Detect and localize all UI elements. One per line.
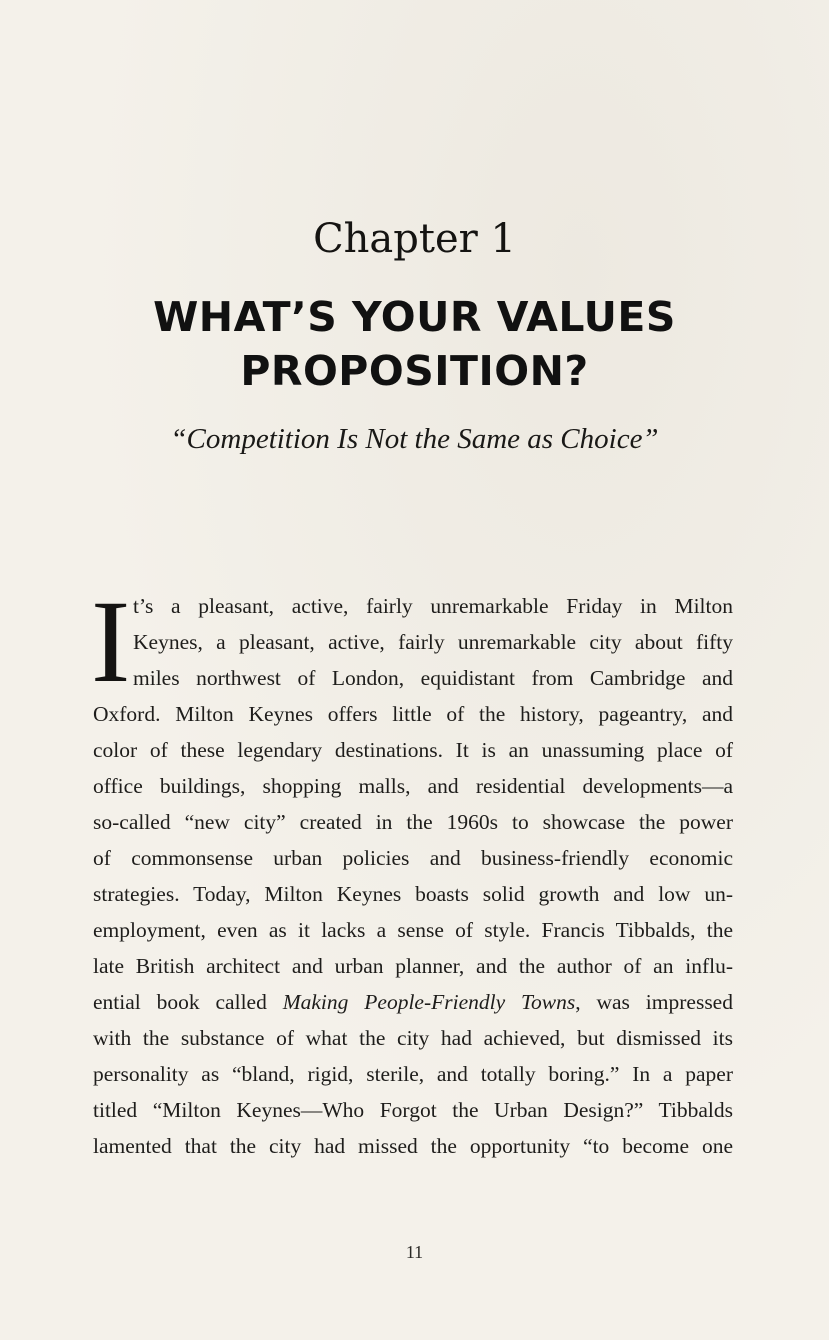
- page-number: 11: [405, 1242, 424, 1262]
- body-line: Oxford. Milton Keynes offers little of the history, pageantry, and: [93, 702, 733, 726]
- body-line: lamented that the city had missed the opportunity “to become one: [93, 1134, 733, 1158]
- body-line-with-book-title: [93, 984, 733, 1020]
- body-line: strategies. Today, Milton Keynes boasts solid growth and low un-: [93, 882, 733, 906]
- chapter-subtitle: “Competition Is Not the Same as Choice”: [170, 423, 659, 455]
- body-line: titled “Milton Keynes—Who Forgot the Urban Design?” Tibbalds: [93, 1098, 733, 1122]
- body-line: color of these legendary destinations. It is an unassuming place of: [93, 738, 733, 762]
- chapter-title: [0, 290, 829, 398]
- body-line: miles northwest of London, equidistant from Cambridge and: [133, 666, 733, 690]
- body-paragraph: [91, 576, 733, 1164]
- body-line: so-called “new city” created in the 1960s to showcase the power: [93, 810, 733, 834]
- body-line: late British architect and urban planner, and the author of an influ-: [93, 954, 733, 978]
- book-title: Making People-Friendly Towns: [282, 990, 576, 1014]
- chapter-label: Chapter 1: [313, 216, 516, 262]
- body-line: office buildings, shopping malls, and residential developments—a: [93, 774, 733, 798]
- body-line: Keynes, a pleasant, active, fairly unremarkable city about fifty: [133, 630, 733, 654]
- chapter-title-line-2: PROPOSITION?: [240, 347, 589, 395]
- body-line: employment, even as it lacks a sense of style. Francis Tibbalds, the: [93, 918, 733, 942]
- body-line: of commonsense urban policies and business-friendly economic: [93, 846, 733, 870]
- body-line-part: ential book called: [93, 990, 283, 1014]
- drop-cap: I: [91, 576, 131, 707]
- body-line: t’s a pleasant, active, fairly unremarkable Friday in Milton: [133, 594, 733, 618]
- chapter-title-line-1: WHAT’S YOUR VALUES: [153, 293, 676, 341]
- body-line-part: , was impressed: [575, 990, 733, 1014]
- body-line: with the substance of what the city had achieved, but dismissed its: [93, 1026, 733, 1050]
- body-line: personality as “bland, rigid, sterile, and totally boring.” In a paper: [93, 1062, 733, 1086]
